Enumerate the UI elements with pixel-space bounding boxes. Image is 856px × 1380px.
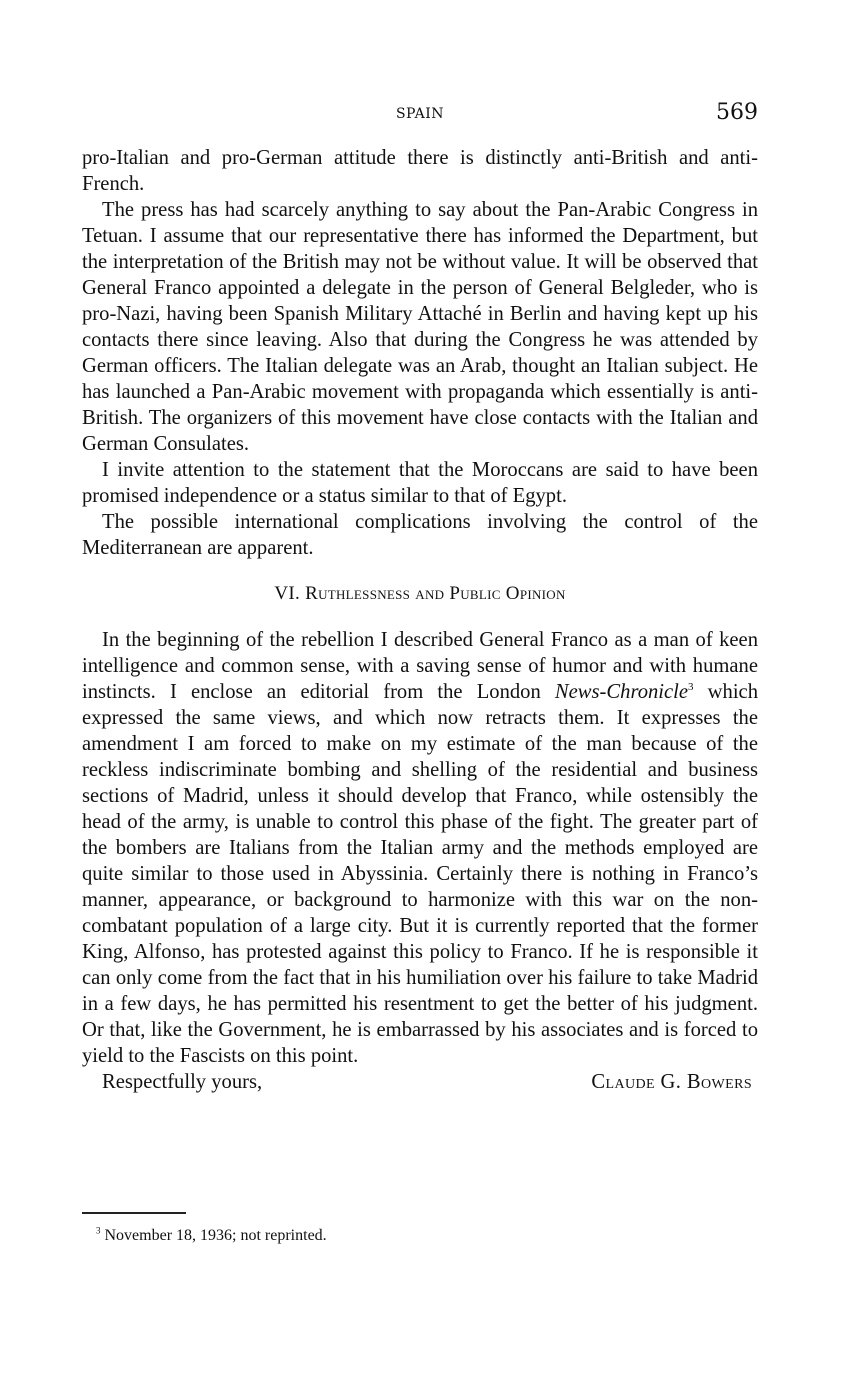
- footnote-text: November 18, 1936; not reprinted.: [104, 1227, 327, 1244]
- running-header: [82, 100, 758, 130]
- paragraph-pan-arabic-congress: The press has had scarcely anything to say about the Pan-Arabic Congress in Tetuan. I assume that our representative there has informed the Department, but the interpretation of the British may not be without value. It will be observed that General Franco appointed a delegate in the person of General Belgleder, who is pro-Nazi, having been Spanish Military Attaché in Berlin and having kept up his contacts there since leaving. Also that during the Congress he was attended by German officers. The Italian delegate was an Arab, thought an Italian subject. He has launched a Pan-Arabic movement with propaganda which essentially is anti-British. The organizers of this movement have close contacts with the Italian and German Consulates.: [82, 199, 758, 455]
- footnote-reference: 3: [688, 681, 694, 694]
- paragraph-mediterranean: The possible international complications involving the control of the Mediterranean are apparent.: [82, 511, 758, 559]
- footnote-marker: 3: [96, 1225, 101, 1236]
- body-text: [82, 145, 758, 1095]
- closing: [82, 1069, 758, 1095]
- footnote-divider: [82, 1212, 186, 1214]
- section-number: VI.: [274, 583, 301, 604]
- newspaper-title: News-Chronicle: [554, 681, 689, 703]
- running-title: SPAIN: [395, 106, 445, 122]
- valediction: Respectfully yours,: [102, 1071, 263, 1093]
- paragraph-ruthlessness: [82, 627, 758, 1069]
- paragraph-text-end: which expressed the same views, and which now retracts them. It expresses the amendment I am forced to make on my estimate of the man because of the reckless indiscriminate bombing and shelling of the residential and business sections of Madrid, unless it should develop that Franco, while ostensibly the head of the army, is unable to control this phase of the fight. The greater part of the bombers are Italians from the Italian army and the methods employed are quite similar to those used in Abyssinia. Certainly there is nothing in Franco’s manner, appearance, or background to harmonize with this war on the non-combatant population of a large city. But it is currently reported that the former King, Alfonso, has protested against this policy to Franco. If he is responsible it can only come from the fact that in his humiliation over his failure to take Madrid in a few days, he has permitted his resentment to get the better of his judgment. Or that, like the Government, he is embarrassed by his associates and is forced to yield to the Fascists on this point.: [82, 681, 758, 1067]
- section-title: Ruthlessness and Public Opinion: [305, 583, 566, 604]
- footnote: [96, 1227, 327, 1245]
- paragraph-text-start: In the beginning of the rebellion I described General Franco as a man of keen intelligence and common sense, with a saving sense of humor and with humane instincts. I enclose an editorial from the London: [82, 629, 758, 703]
- page-number: 569: [716, 100, 758, 125]
- section-heading: [82, 581, 758, 607]
- signature: Claude G. Bowers: [591, 1071, 752, 1093]
- paragraph-continued: pro-Italian and pro-German attitude there is distinctly anti-British and anti-French.: [82, 147, 758, 195]
- paragraph-moroccans: I invite attention to the statement that the Moroccans are said to have been promised independence or a status similar to that of Egypt.: [82, 459, 758, 507]
